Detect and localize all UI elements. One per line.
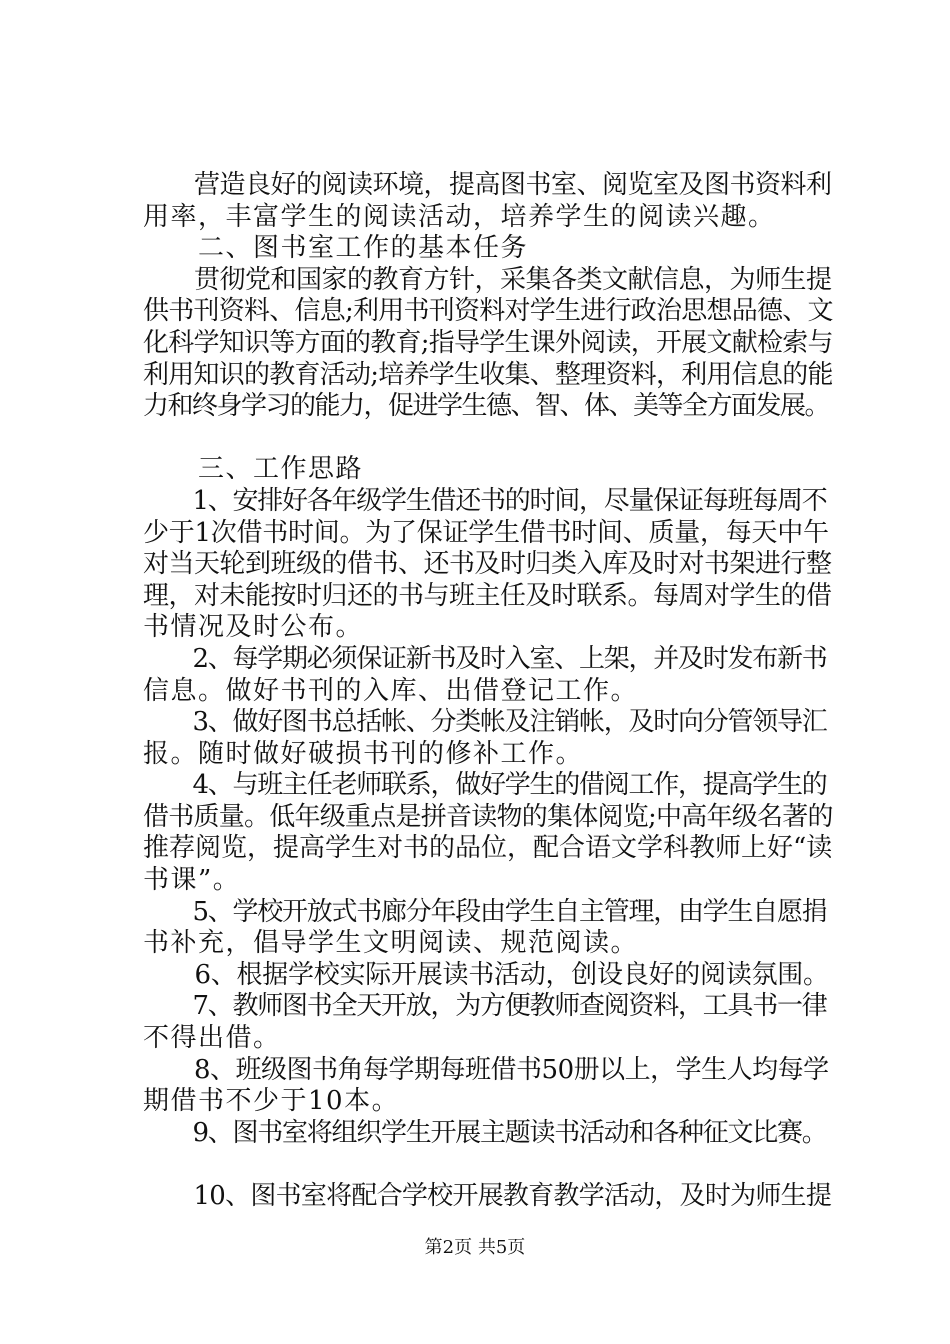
text-line: 10、图书室将配合学校开展教育教学活动，及时为师生提 [143,1181,832,1211]
text-line: 书情况及时公布。 [143,612,364,643]
text-line: 不得出借。 [143,1023,281,1054]
page-footer: 第2页 共5页 [424,1237,526,1258]
text-line: 利用知识的教育活动;培养学生收集、整理资料，利用信息的能 [143,359,833,390]
text-line: 6、根据学校实际开展读书活动，创设良好的阅读氛围。 [143,959,829,990]
text-line: 少于1次借书时间。为了保证学生借书时间、质量，每天中午 [143,517,829,548]
text-line: 7、教师图书全天开放，为方便教师查阅资料，工具书一律 [143,991,827,1022]
text-line: 供书刊资料、信息;利用书刊资料对学生进行政治思想品德、文 [143,296,833,327]
text-line: 力和终身学习的能力，促进学生德、智、体、美等全方面发展。 [143,391,830,422]
text-line: 书课”。 [143,865,241,896]
text-line: 1、安排好各年级学生借还书的时间，尽量保证每班每周不 [143,485,827,516]
text-line: 信息。做好书刊的入库、出借登记工作。 [143,675,639,706]
text-line: 借书质量。低年级重点是拼音读物的集体阅览;中高年级名著的 [143,801,833,832]
paragraph-gap [143,1149,833,1181]
text-line: 书补充，倡导学生文明阅读、规范阅读。 [143,928,639,959]
text-line: 化科学知识等方面的教育;指导学生课外阅读，开展文献检索与 [143,327,833,358]
text-line: 期借书不少于10本。 [143,1086,400,1117]
text-line: 5、学校开放式书廊分年段由学生自主管理，由学生自愿捐 [143,896,827,927]
text-line: 3、做好图书总括帐、分类帐及注销帐，及时向分管领导汇 [143,707,827,738]
text-line: 对当天轮到班级的借书、还书及时归类入库及时对书架进行整 [143,549,832,580]
text-line: 2、每学期必须保证新书及时入室、上架，并及时发布新书 [143,643,827,674]
paragraph-gap [143,423,833,455]
section-heading: 三、工作思路 [143,454,364,485]
section-heading: 二、图书室工作的基本任务 [143,233,529,264]
text-line: 贯彻党和国家的教育方针，采集各类文献信息，为师生提 [143,264,832,295]
text-line: 报。随时做好破损书刊的修补工作。 [143,738,584,769]
text-line: 8、班级图书角每学期每班借书50册以上，学生人均每学 [143,1054,829,1085]
text-line: 营造良好的阅读环境，提高图书室、阅览室及图书资料利 [143,170,832,200]
text-line: 4、与班主任老师联系，做好学生的借阅工作，提高学生的 [143,770,827,801]
text-line: 推荐阅览，提高学生对书的品位，配合语文学科教师上好“读 [143,833,833,864]
text-line: 用率，丰富学生的阅读活动，培养学生的阅读兴趣。 [143,201,776,232]
text-line: 理，对未能按时归还的书与班主任及时联系。每周对学生的借 [143,580,832,611]
document-body [143,170,833,1213]
text-line: 9、图书室将组织学生开展主题读书活动和各种征文比赛。 [143,1117,827,1148]
